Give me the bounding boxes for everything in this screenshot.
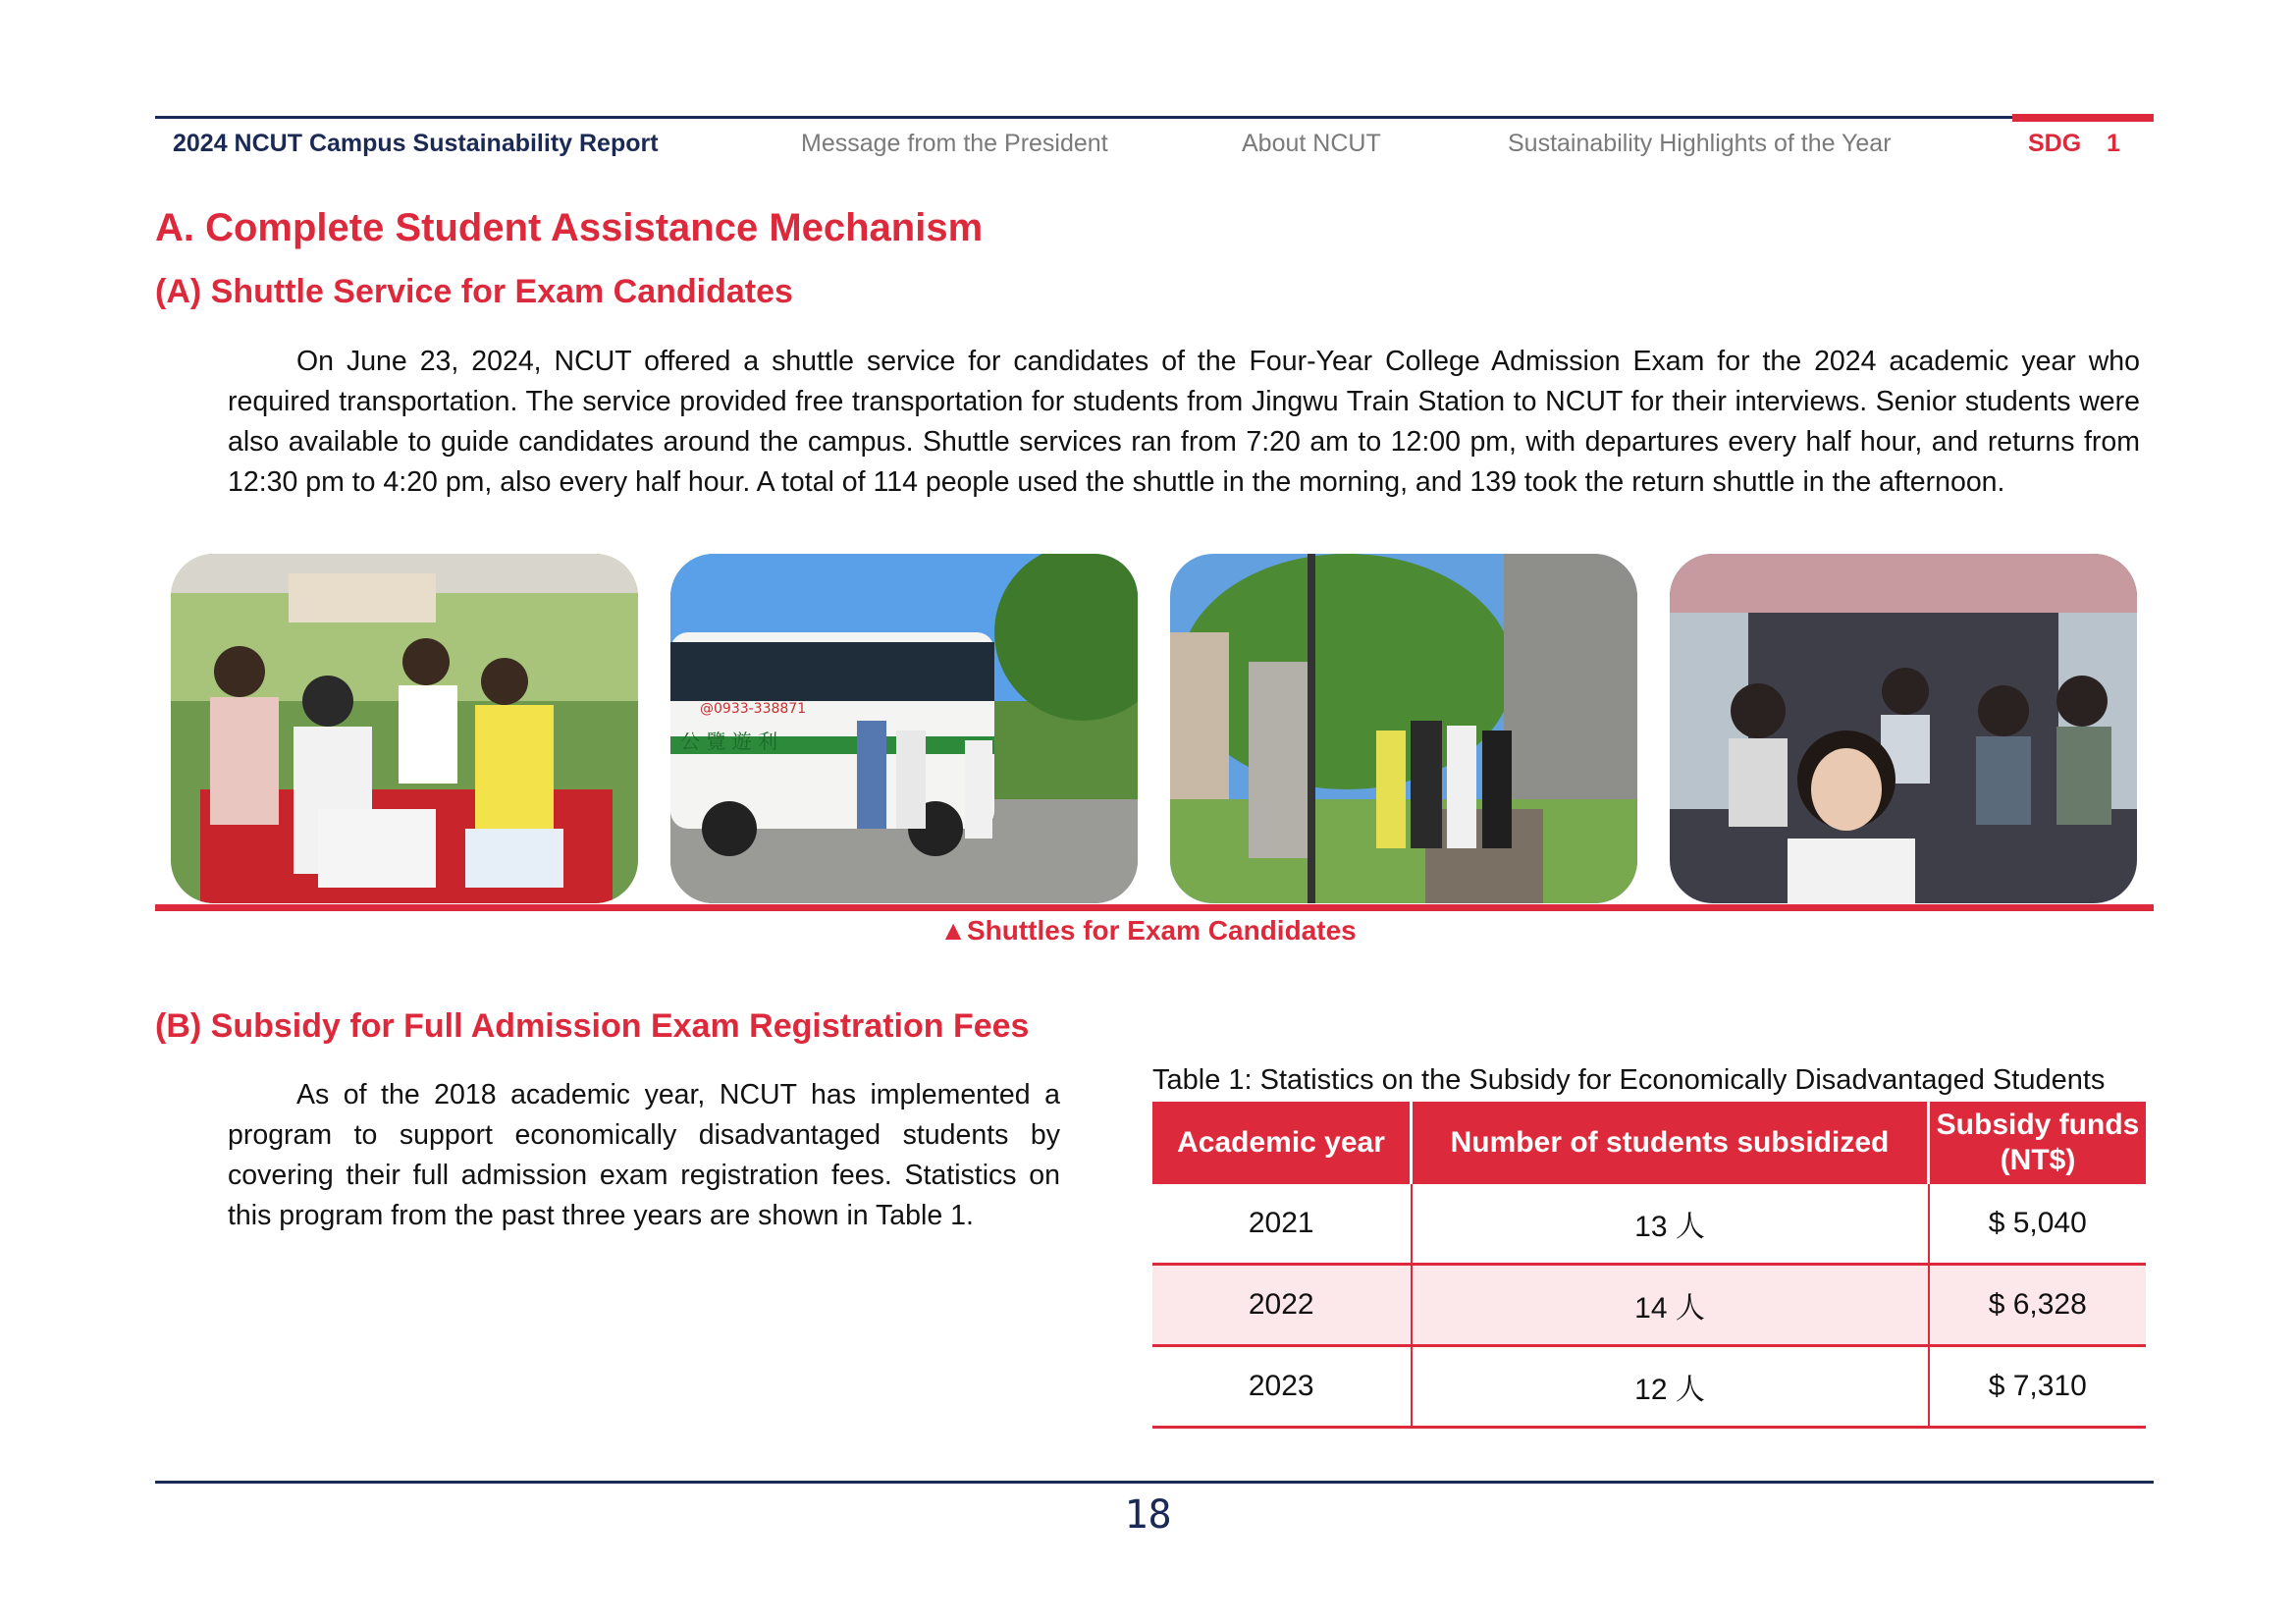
nav-sdg-number[interactable]: 1	[2107, 130, 2120, 157]
table-caption: Table 1: Statistics on the Subsidy for Economically Disadvantaged Students	[1152, 1064, 2106, 1096]
cell-year: 2021	[1152, 1184, 1412, 1265]
nav-about-ncut[interactable]: About NCUT	[1242, 130, 1381, 157]
cell-year: 2022	[1152, 1265, 1412, 1346]
subsection-a-title: (A) Shuttle Service for Exam Candidates	[155, 273, 793, 310]
header-rule	[155, 116, 2012, 119]
header-students-subsidized: Number of students subsidized	[1412, 1102, 1929, 1184]
nav-sustainability-highlights[interactable]: Sustainability Highlights of the Year	[1508, 130, 1892, 157]
photo-registration-desk	[171, 554, 638, 903]
cell-funds: $ 7,310	[1929, 1346, 2147, 1428]
report-title: 2024 NCUT Campus Sustainability Report	[173, 130, 659, 157]
photo-shuttle-bus	[670, 554, 1138, 903]
footer-rule	[155, 1481, 2154, 1484]
nav-sdg-label[interactable]: SDG	[2028, 130, 2082, 157]
table-row	[1152, 1184, 2146, 1265]
subsidy-paragraph: As of the 2018 academic year, NCUT has implemented a program to support economically disadvantaged students by covering their full admission exam registration fees. Statistics on this program from the past three years are shown in Table 1.	[228, 1079, 1060, 1231]
section-title: A. Complete Student Assistance Mechanism	[155, 206, 984, 249]
table-row	[1152, 1265, 2146, 1346]
photo-caption: ▲Shuttles for Exam Candidates	[939, 915, 1357, 946]
photo-bus-interior	[1670, 554, 2137, 903]
nav-message-from-president[interactable]: Message from the President	[801, 130, 1108, 157]
subsection-b-title: (B) Subsidy for Full Admission Exam Registration Fees	[155, 1007, 1030, 1045]
page-number: 18	[1124, 1492, 1172, 1538]
cell-students: 13 人	[1412, 1184, 1929, 1265]
header-academic-year: Academic year	[1152, 1102, 1412, 1184]
subsidy-table	[1152, 1102, 2146, 1429]
table-row	[1152, 1346, 2146, 1428]
bus-sign-text: 公 覽 遊 利	[680, 730, 778, 753]
cell-students: 14 人	[1412, 1265, 1929, 1346]
cell-students: 12 人	[1412, 1346, 1929, 1428]
bus-sign-phone: @0933-338871	[700, 701, 807, 717]
header-subsidy-funds: Subsidy funds (NT$)	[1929, 1102, 2147, 1184]
header-accent-bar	[2012, 114, 2154, 122]
table-header-row	[1152, 1102, 2146, 1184]
cell-funds: $ 6,328	[1929, 1265, 2147, 1346]
cell-funds: $ 5,040	[1929, 1184, 2147, 1265]
shuttle-paragraph: On June 23, 2024, NCUT offered a shuttle service for candidates of the Four-Year College Admission Exam for the 2024 academic year who required transportation. The service provided free transportation for students from Jingwu Train Station to NCUT for their interviews. Senior students were also available to guide candidates around the campus. Shuttle services ran from 7:20 am to 12:00 pm, with departures every half hour, and returns from 12:30 pm to 4:20 pm, also every half hour. A total of 114 people used the shuttle in the morning, and 139 took the return shuttle in the afternoon.	[228, 346, 2140, 498]
photo-station-pickup	[1170, 554, 1637, 903]
photo-strip-rule	[155, 904, 2154, 911]
cell-year: 2023	[1152, 1346, 1412, 1428]
